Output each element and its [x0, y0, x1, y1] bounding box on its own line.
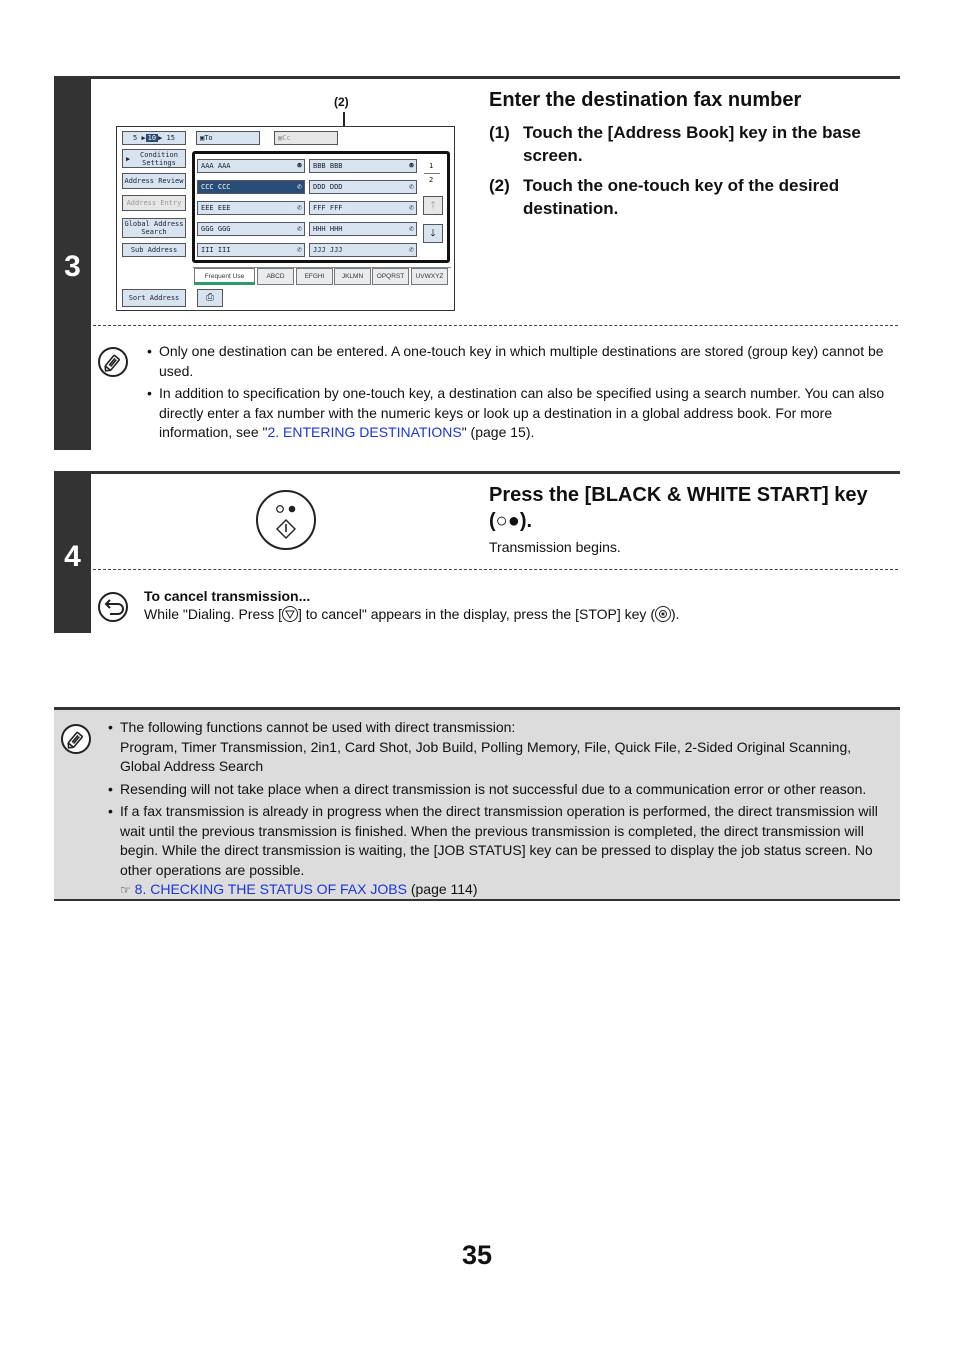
cancel-return-icon: [98, 592, 128, 622]
step4-subtitle: Transmission begins.: [489, 539, 621, 555]
phone-icon: ✆: [409, 203, 414, 212]
page-number: 35: [461, 1240, 493, 1270]
tab-uvwxyz[interactable]: [411, 268, 448, 285]
direct-transmission-note: [54, 707, 900, 901]
tab-abcd[interactable]: [257, 268, 294, 285]
callout-label: (2): [334, 95, 349, 109]
reference-arrow-icon: ☞: [120, 883, 131, 897]
step4-number: 4: [64, 540, 81, 573]
cancel-text-post: ).: [670, 606, 680, 622]
tab-label: EFGHI: [304, 273, 325, 280]
cancel-text: [144, 605, 894, 625]
page-indicator-divider: [424, 173, 440, 174]
address-review-button[interactable]: [122, 173, 186, 189]
key-label: HHH HHH: [313, 225, 343, 233]
phone-icon: ✆: [409, 182, 414, 191]
key-label: BBB BBB: [313, 162, 343, 170]
step4-title-line2: (○●).: [489, 510, 533, 532]
step3-title: Enter the destination fax number: [489, 89, 802, 111]
tab-label: ABCD: [266, 273, 285, 280]
condition-settings-button[interactable]: ▶ Condition Settings: [122, 149, 186, 168]
cancel-heading: To cancel transmission...: [144, 588, 311, 604]
address-review-label: Address Review: [124, 177, 184, 185]
step3-number: 3: [64, 250, 81, 283]
note-text: If a fax transmission is already in progress when the direct transmission operation is performed, the direct transmission will wait until the previous transmission is finished. When the previous transmission is completed, the direct transmission will begin. While the direct transmission is waiting, the [JOB STATUS] key can be pressed to display the job status screen. No other operations are possible.: [120, 803, 878, 878]
tab-label: UVWXYZ: [415, 273, 444, 280]
key-label: JJJ JJJ: [313, 246, 343, 254]
cancel-text-pre: While "Dialing. Press [: [144, 606, 283, 622]
checking-status-link[interactable]: 8. CHECKING THE STATUS OF FAX JOBS: [134, 881, 407, 897]
one-touch-key-selected[interactable]: [197, 180, 305, 194]
step3-notes: [147, 342, 892, 446]
cancel-text-mid: ] to cancel" appears in the display, press the [STOP] key (: [298, 606, 655, 622]
phone-icon: ✆: [297, 245, 302, 254]
tab-label: JKLMN: [341, 273, 364, 280]
counter-left: 5: [133, 134, 138, 142]
note-text: Program, Timer Transmission, 2in1, Card Shot, Job Build, Polling Memory, File, Quick File, 2-Sided Original Scanning, Global Address Search: [120, 738, 852, 774]
stop-key-icon: [655, 606, 671, 622]
address-entry-label: Address Entry: [126, 199, 182, 207]
to-label: To: [204, 134, 213, 142]
group-icon: ☻: [297, 161, 302, 170]
address-book-icon-button[interactable]: ⎙: [197, 289, 223, 307]
key-label: EEE EEE: [201, 204, 231, 212]
note-text: The following functions cannot be used with direct transmission:: [120, 719, 516, 735]
entering-destinations-link[interactable]: 2. ENTERING DESTINATIONS: [267, 424, 462, 440]
note-text: " (page 15).: [461, 424, 535, 440]
page-indicator-total: 2: [429, 176, 434, 184]
key-label: GGG GGG: [201, 225, 231, 233]
tab-label: Frequent Use: [204, 273, 245, 280]
one-touch-key[interactable]: [309, 243, 417, 257]
sub-address-button[interactable]: [122, 243, 186, 257]
one-touch-key[interactable]: [309, 159, 417, 173]
substep-2-number: (2): [489, 176, 510, 195]
phone-icon: ✆: [297, 203, 302, 212]
note-bullet: [147, 384, 892, 443]
tab-frequent-use[interactable]: [194, 268, 255, 285]
condition-settings-label: Condition Settings: [140, 150, 178, 167]
address-entry-button[interactable]: [122, 195, 186, 211]
note-bullet: [108, 780, 894, 800]
sort-address-label: Sort Address: [128, 294, 180, 302]
phone-icon: ✆: [297, 224, 302, 233]
note-bullet: [147, 342, 892, 381]
phone-icon: ✆: [409, 224, 414, 233]
phone-icon: ✆: [409, 245, 414, 254]
one-touch-key[interactable]: [197, 201, 305, 215]
counter-middle: 10: [147, 134, 157, 142]
sub-address-label: Sub Address: [130, 246, 178, 254]
scroll-down-button[interactable]: 🡓: [423, 224, 443, 243]
page-counter: 5 ▶ 10 ▶ 15: [122, 131, 186, 145]
key-label: DDD DDD: [313, 183, 343, 191]
step3-divider: [93, 325, 898, 326]
one-touch-key[interactable]: [309, 222, 417, 236]
cc-label: Cc: [282, 134, 291, 142]
substep-2-text: Touch the one-touch key of the desired destination.: [523, 176, 840, 218]
start-key-icon: [256, 490, 316, 550]
counter-right: 15: [166, 134, 175, 142]
note-pencil-icon: [98, 347, 128, 377]
final-note-list: [108, 718, 894, 904]
substep-2: [489, 174, 899, 220]
note-text: Only one destination can be entered. A one-touch key in which multiple destinations are stored (group key) cannot be used.: [159, 343, 884, 379]
note-text: Resending will not take place when a direct transmission is not successful due to a communication error or other reason.: [120, 780, 867, 797]
one-touch-key[interactable]: [197, 243, 305, 257]
substep-1-number: (1): [489, 123, 510, 142]
tab-opqrst[interactable]: [372, 268, 409, 285]
key-label: FFF FFF: [313, 204, 343, 212]
shield-stop-icon: [282, 606, 298, 622]
group-icon: ☻: [409, 161, 414, 170]
key-label: CCC CCC: [201, 183, 231, 191]
step3-top-rule: [54, 76, 900, 79]
note-pencil-icon: [61, 724, 91, 754]
one-touch-key[interactable]: [309, 201, 417, 215]
scroll-up-button[interactable]: 🡑: [423, 196, 443, 215]
phone-icon: ✆: [297, 182, 302, 191]
step4-divider: [93, 569, 898, 570]
one-touch-key[interactable]: [309, 180, 417, 194]
global-address-search-button[interactable]: [122, 218, 186, 238]
step4-title-line1: Press the [BLACK & WHITE START] key: [489, 484, 868, 506]
page-indicator-current: 1: [429, 162, 434, 170]
one-touch-key[interactable]: [197, 222, 305, 236]
key-label: AAA AAA: [201, 162, 231, 170]
global-address-search-label: Global Address Search: [124, 220, 184, 236]
tab-label: OPQRST: [376, 273, 405, 280]
substep-1-text: Touch the [Address Book] key in the base screen.: [523, 123, 861, 165]
note-text: (page 114): [410, 881, 478, 897]
to-button[interactable]: ▣ To: [196, 131, 260, 145]
tab-jklmn[interactable]: [334, 268, 371, 285]
cc-button[interactable]: ▣ Cc: [274, 131, 338, 145]
note-bullet: [108, 718, 894, 777]
note-bullet: [108, 802, 894, 901]
note-text: In addition to specification by one-touch key, a destination can also be specified using a search number. You can also directly enter a fax number with the numeric keys or look up a destination in a global address book. For more information, see ": [159, 385, 885, 440]
sort-address-button[interactable]: [122, 289, 186, 307]
one-touch-key[interactable]: [197, 159, 305, 173]
key-label: III III: [201, 246, 231, 254]
tab-efghi[interactable]: [296, 268, 333, 285]
substep-1: [489, 121, 899, 167]
step4-top-rule: [54, 471, 900, 474]
